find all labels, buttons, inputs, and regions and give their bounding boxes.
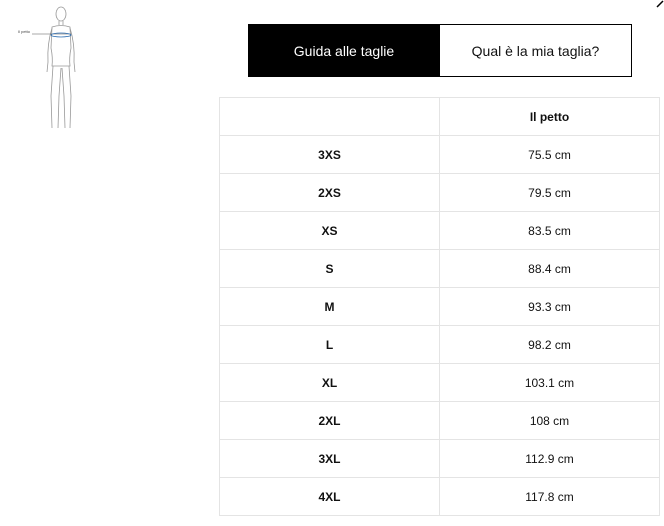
chest-cell: 79.5 cm (440, 174, 660, 212)
chest-cell: 83.5 cm (440, 212, 660, 250)
table-row (220, 364, 660, 402)
table-row (220, 326, 660, 364)
chest-cell: 93.3 cm (440, 288, 660, 326)
table-row (220, 440, 660, 478)
chest-cell: 112.9 cm (440, 440, 660, 478)
size-table (219, 97, 660, 516)
body-outline-icon (14, 4, 84, 130)
size-tabs (248, 24, 632, 77)
table-row (220, 250, 660, 288)
size-cell: S (220, 250, 440, 288)
table-row (220, 136, 660, 174)
chest-cell: 98.2 cm (440, 326, 660, 364)
table-row (220, 402, 660, 440)
tab-size-guide[interactable]: Guida alle taglie (248, 24, 440, 77)
chest-cell: 103.1 cm (440, 364, 660, 402)
measure-label: Il petto (18, 29, 31, 34)
tab-find-my-size[interactable]: Qual è la mia taglia? (440, 24, 632, 77)
size-cell: 3XS (220, 136, 440, 174)
size-cell: XS (220, 212, 440, 250)
chest-cell: 88.4 cm (440, 250, 660, 288)
size-cell: XL (220, 364, 440, 402)
chest-cell: 108 cm (440, 402, 660, 440)
header-size (220, 98, 440, 136)
size-cell: M (220, 288, 440, 326)
close-icon[interactable] (656, 0, 664, 8)
table-row (220, 212, 660, 250)
size-cell: 2XS (220, 174, 440, 212)
size-cell: 3XL (220, 440, 440, 478)
header-chest: Il petto (440, 98, 660, 136)
table-row (220, 174, 660, 212)
chest-cell: 75.5 cm (440, 136, 660, 174)
body-measurement-figure (14, 4, 84, 130)
size-cell: 2XL (220, 402, 440, 440)
size-cell: 4XL (220, 478, 440, 516)
table-row (220, 288, 660, 326)
table-row (220, 478, 660, 516)
size-cell: L (220, 326, 440, 364)
chest-cell: 117.8 cm (440, 478, 660, 516)
table-header-row (220, 98, 660, 136)
